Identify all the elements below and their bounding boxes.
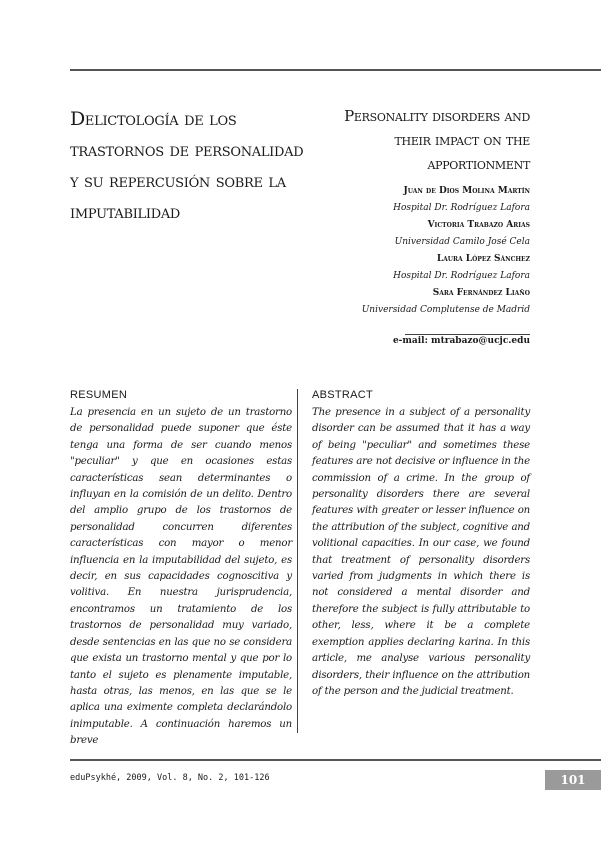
spanish-title: Delictología de los trastornos de personalidad y su repercusión sobre la imputabilidad (70, 108, 304, 223)
author-name: Juan de Dios Molina Martín (403, 186, 530, 196)
email-divider (405, 334, 530, 335)
resumen-body: La presencia en un sujeto de un trastorno de personalidad puede suponer que éste tenga una forma de ser cuando menos "peculiar" y que en ocasiones estas características sean determinantes o influyan en la comisión de un delito. Dentro del amplio grupo de los trastornos de personalidad concurren diferentes características con mayor o menor influencia en la imputabilidad del sujeto, es decir, en sus capacidades cognoscitiva y volitiva. En nuestra jurisprudencia, encontramos un tratamiento de los trastornos de personalidad muy variado, desde sentencias en las que no se considera que exista un trastorno mental y que por lo tanto el sujeto es plenamente imputable, hasta otras, las menos, en las que se le aplica una eximente completa declarándolo inimputable. A continuación haremos un breve (70, 407, 292, 747)
author-entry (320, 285, 530, 319)
author-entry (320, 251, 530, 285)
author-entry (320, 217, 530, 251)
page-number: 101 (545, 770, 601, 790)
author-affiliation: Universidad Camilo José Cela (394, 237, 530, 247)
column-divider (297, 389, 298, 733)
author-affiliation: Hospital Dr. Rodríguez Lafora (393, 203, 530, 213)
author-name: Laura López Sánchez (436, 254, 530, 264)
english-title: Personality disorders and their impact on the apportionment (344, 107, 530, 173)
author-affiliation: Universidad Complutense de Madrid (361, 305, 530, 315)
top-rule (70, 69, 601, 71)
bottom-rule (70, 759, 601, 761)
resumen-heading: RESUMEN (70, 389, 128, 401)
author-list (320, 183, 530, 319)
abstract-heading: ABSTRACT (312, 389, 374, 401)
author-name: Victoria Trabazo Arias (427, 220, 530, 230)
author-entry (320, 183, 530, 217)
author-name: Sara Fernández Liaño (432, 288, 530, 298)
journal-citation: eduPsykhé, 2009, Vol. 8, No. 2, 101-126 (70, 773, 270, 783)
abstract-body: The presence in a subject of a personality disorder can be assumed that it has a way of being "peculiar" and sometimes these features are not decisive or influence in the commission of a crime. In the group of personality disorders there are several features with greater or lesser influence on the attribution of the subject, cognitive and volitional capacities. In our case, we found that treatment of personality disorders varied from judgments in which there is not considered a mental disorder and therefore the subject is fully attributable to other, less, where it be a complete exemption applies declaring karina. In this article, me analyse various personality disorders, their influence on the attribution of the person and the judicial treatment. (312, 407, 530, 697)
author-affiliation: Hospital Dr. Rodríguez Lafora (393, 271, 530, 281)
contact-email: e-mail: mtrabazo@ucjc.edu (392, 336, 530, 346)
